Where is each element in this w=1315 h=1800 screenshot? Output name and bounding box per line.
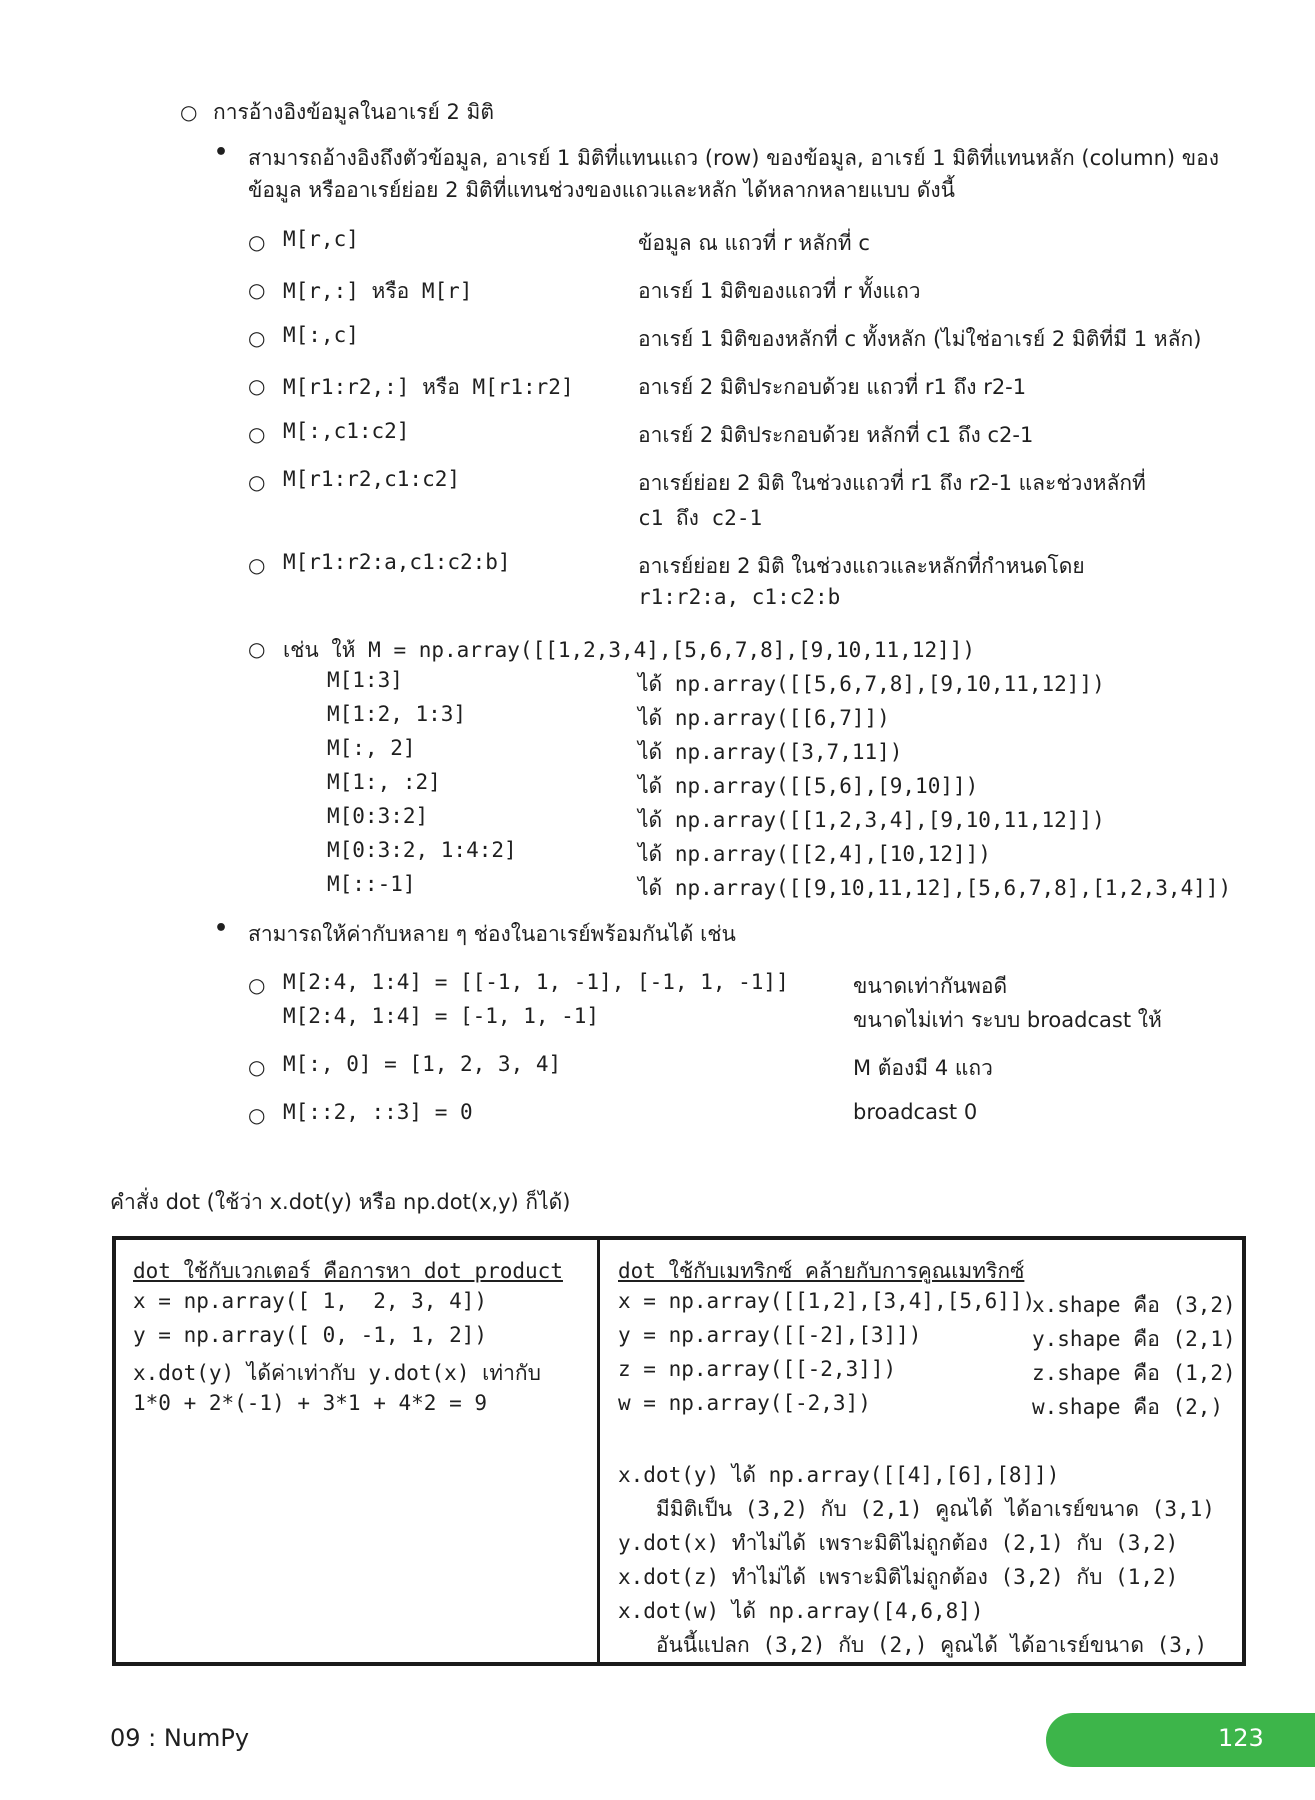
right-box-shape: z.shape คือ (1,2)	[1032, 1361, 1236, 1385]
hollow-bullet-icon: ○	[248, 973, 266, 997]
example-result: ได้ np.array([[6,7]])	[638, 706, 890, 730]
example-result: ได้ np.array([[1,2,3,4],[9,10,11,12]])	[638, 808, 1105, 832]
filled-bullet-icon: •	[214, 916, 229, 941]
example-result: ได้ np.array([[9,10,11,12],[5,6,7,8],[1,2,3,4]])	[638, 876, 1232, 900]
ref-code: M[r1:r2,:] หรือ M[r1:r2]	[283, 375, 574, 399]
ref-code: M[r,c]	[283, 227, 359, 251]
example-result: ได้ np.array([[5,6],[9,10]])	[638, 774, 979, 798]
right-box-shape: x.shape คือ (3,2)	[1032, 1293, 1236, 1317]
example-code: M[1:3]	[327, 668, 403, 692]
right-box-result: x.dot(z) ทำไม่ได้ เพราะมิติไม่ถูกต้อง (3,2) กับ (1,2)	[618, 1565, 1179, 1589]
assign-intro: สามารถให้ค่ากับหลาย ๆ ช่องในอาเรย์พร้อมกันได้ เช่น	[248, 922, 736, 946]
ref-code: M[r1:r2:a,c1:c2:b]	[283, 550, 511, 574]
assign-code: M[2:4, 1:4] = [[-1, 1, -1], [-1, 1, -1]]	[283, 970, 789, 994]
assign-note: ขนาดเท่ากันพอดี	[853, 974, 1008, 998]
assign-code: M[2:4, 1:4] = [-1, 1, -1]	[283, 1004, 600, 1028]
assign-note: ขนาดไม่เท่า ระบบ broadcast ให้	[853, 1008, 1162, 1032]
left-box-line: x.dot(y) ได้ค่าเท่ากับ y.dot(x) เท่ากับ	[133, 1361, 541, 1385]
ref-desc: อาเรย์ 2 มิติประกอบด้วย หลักที่ c1 ถึง c2-1	[638, 423, 1034, 447]
ref-code: M[r1:r2,c1:c2]	[283, 467, 461, 491]
example-code: M[::-1]	[327, 872, 416, 896]
right-box-def: x = np.array([[1,2],[3,4],[5,6]])	[618, 1289, 1036, 1313]
example-code: M[0:3:2]	[327, 804, 429, 828]
ref-desc: อาเรย์ 1 มิติของหลักที่ c ทั้งหลัก (ไม่ใช่อาเรย์ 2 มิติที่มี 1 หลัก)	[638, 327, 1202, 351]
right-box-result: x.dot(w) ได้ np.array([4,6,8])	[618, 1599, 984, 1623]
hollow-bullet-icon: ○	[248, 553, 266, 577]
right-box-result: อันนี้แปลก (3,2) กับ (2,) คูณได้ ได้อาเรย์ขนาด (3,)	[618, 1633, 1208, 1657]
assign-note: M ต้องมี 4 แถว	[853, 1056, 993, 1080]
left-box-title: dot ใช้กับเวกเตอร์ คือการหา dot product	[133, 1259, 563, 1283]
ref-desc-cont: c1 ถึง c2-1	[638, 506, 763, 530]
left-box-line: y = np.array([ 0, -1, 1, 2])	[133, 1323, 488, 1347]
ref-desc-cont: r1:r2:a, c1:c2:b	[638, 585, 841, 609]
hollow-bullet-icon: ○	[248, 1055, 266, 1079]
example-code: M[:, 2]	[327, 736, 416, 760]
assign-note: broadcast 0	[853, 1100, 978, 1124]
right-box-result: x.dot(y) ได้ np.array([[4],[6],[8]])	[618, 1463, 1060, 1487]
section-heading: การอ้างอิงข้อมูลในอาเรย์ 2 มิติ	[213, 100, 494, 124]
example-intro: เช่น ให้ M = np.array([[1,2,3,4],[5,6,7,8],[9,10,11,12]])	[283, 638, 976, 662]
right-box-def: y = np.array([[-2],[3]])	[618, 1323, 922, 1347]
hollow-bullet-icon: ○	[248, 422, 266, 446]
left-box-line: 1*0 + 2*(-1) + 3*1 + 4*2 = 9	[133, 1391, 488, 1415]
example-code: M[0:3:2, 1:4:2]	[327, 838, 517, 862]
example-result: ได้ np.array([[2,4],[10,12]])	[638, 842, 991, 866]
right-box-result: มีมิติเป็น (3,2) กับ (2,1) คูณได้ ได้อาเรย์ขนาด (3,1)	[618, 1497, 1215, 1521]
hollow-bullet-icon: ○	[248, 326, 266, 350]
left-box-line: x = np.array([ 1, 2, 3, 4])	[133, 1289, 488, 1313]
ref-code: M[:,c]	[283, 323, 359, 347]
ref-desc: ข้อมูล ณ แถวที่ r หลักที่ c	[638, 231, 870, 255]
chapter-label: 09 : NumPy	[110, 1724, 250, 1752]
right-box-def: z = np.array([[-2,3]])	[618, 1357, 897, 1381]
hollow-bullet-icon: ○	[248, 230, 266, 254]
hollow-bullet-icon: ○	[248, 374, 266, 398]
ref-desc: อาเรย์ย่อย 2 มิติ ในช่วงแถวและหลักที่กำหนดโดย	[638, 554, 1085, 578]
page-number-badge	[1046, 1713, 1315, 1767]
intro-line-2: ข้อมูล หรืออาเรย์ย่อย 2 มิติที่แทนช่วงของแถวและหลัก ได้หลากหลายแบบ ดังนี้	[248, 178, 955, 202]
ref-desc: อาเรย์ย่อย 2 มิติ ในช่วงแถวที่ r1 ถึง r2-1 และช่วงหลักที่	[638, 471, 1146, 495]
example-result: ได้ np.array([[5,6,7,8],[9,10,11,12]])	[638, 672, 1105, 696]
table-divider	[597, 1236, 600, 1666]
page-number: 123	[1218, 1724, 1264, 1752]
filled-bullet-icon: •	[214, 140, 229, 165]
hollow-bullet-icon: ○	[248, 470, 266, 494]
ref-code: M[:,c1:c2]	[283, 419, 410, 443]
hollow-bullet-icon: ○	[248, 637, 266, 661]
hollow-bullet-icon: ○	[248, 278, 266, 302]
right-box-shape: w.shape คือ (2,)	[1032, 1395, 1224, 1419]
assign-code: M[:, 0] = [1, 2, 3, 4]	[283, 1052, 562, 1076]
ref-desc: อาเรย์ 1 มิติของแถวที่ r ทั้งแถว	[638, 279, 921, 303]
right-box-def: w = np.array([-2,3])	[618, 1391, 871, 1415]
assign-code: M[::2, ::3] = 0	[283, 1100, 473, 1124]
example-code: M[1:, :2]	[327, 770, 441, 794]
example-code: M[1:2, 1:3]	[327, 702, 467, 726]
right-box-shape: y.shape คือ (2,1)	[1032, 1327, 1236, 1351]
hollow-bullet-icon: ○	[180, 100, 198, 124]
right-box-title: dot ใช้กับเมทริกซ์ คล้ายกับการคูณเมทริกซ์	[618, 1259, 1025, 1283]
example-result: ได้ np.array([3,7,11])	[638, 740, 903, 764]
intro-line-1: สามารถอ้างอิงถึงตัวข้อมูล, อาเรย์ 1 มิติที่แทนแถว (row) ของข้อมูล, อาเรย์ 1 มิติที่แทนหลัก (column) ของ	[248, 146, 1219, 170]
right-box-result: y.dot(x) ทำไม่ได้ เพราะมิติไม่ถูกต้อง (2,1) กับ (3,2)	[618, 1531, 1179, 1555]
hollow-bullet-icon: ○	[248, 1103, 266, 1127]
ref-desc: อาเรย์ 2 มิติประกอบด้วย แถวที่ r1 ถึง r2-1	[638, 375, 1027, 399]
dot-heading: คำสั่ง dot (ใช้ว่า x.dot(y) หรือ np.dot(x,y) ก็ได้)	[110, 1190, 571, 1214]
ref-code: M[r,:] หรือ M[r]	[283, 279, 473, 303]
